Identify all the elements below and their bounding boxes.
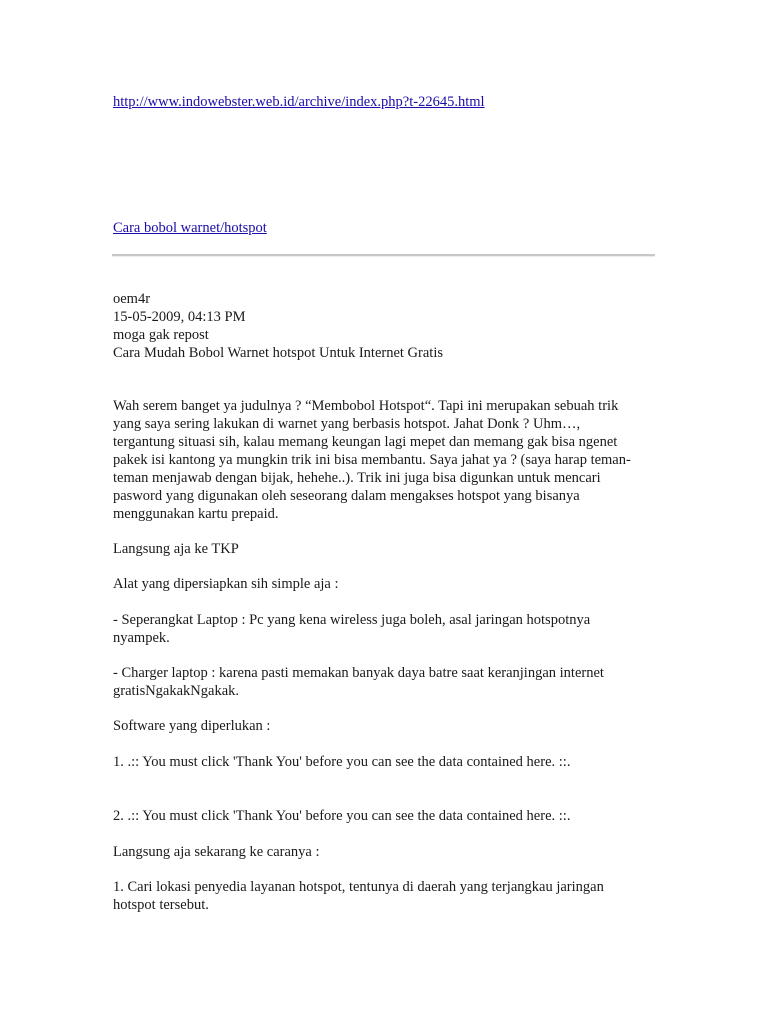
post-subject: Cara Mudah Bobol Warnet hotspot Untuk Internet Gratis bbox=[113, 345, 443, 361]
software-line: Software yang diperlukan : bbox=[113, 718, 271, 734]
software-item-1 bbox=[113, 753, 658, 771]
intro-line: pakek isi kantong ya mungkin trik ini bisa membantu. Saya jahat ya ? (saya harap teman- bbox=[113, 452, 631, 468]
langsung-tkp-line: Langsung aja ke TKP bbox=[113, 541, 239, 557]
software-heading bbox=[113, 717, 658, 735]
software-item-1-line: 1. .:: You must click 'Thank You' before you can see the data contained here. ::. bbox=[113, 754, 571, 770]
intro-line: tergantung situasi sih, kalau memang keungan lagi mepet dan memang gak bisa ngenet bbox=[113, 434, 618, 450]
item-charger-line: - Charger laptop : karena pasti memakan banyak daya batre saat keranjingan internet bbox=[113, 665, 604, 681]
item-laptop-line: nyampek. bbox=[113, 630, 170, 646]
caranya-heading bbox=[113, 843, 658, 861]
thread-title-link[interactable]: Cara bobol warnet/hotspot bbox=[113, 220, 267, 236]
intro-line: menggunakan kartu prepaid. bbox=[113, 506, 279, 522]
item-charger bbox=[113, 664, 658, 700]
caranya-line: Langsung aja sekarang ke caranya : bbox=[113, 844, 320, 860]
post-datetime: 15-05-2009, 04:13 PM bbox=[113, 309, 246, 325]
step-1 bbox=[113, 878, 658, 914]
step-1-line: 1. Cari lokasi penyedia layanan hotspot, tentunya di daerah yang terjangkau jaringan bbox=[113, 879, 604, 895]
alat-line: Alat yang dipersiapkan sih simple aja : bbox=[113, 576, 339, 592]
horizontal-divider bbox=[112, 254, 655, 257]
step-1-line: hotspot tersebut. bbox=[113, 897, 209, 913]
alat-text bbox=[113, 575, 658, 593]
post-author: oem4r bbox=[113, 291, 151, 307]
software-item-2-line: 2. .:: You must click 'Thank You' before you can see the data contained here. ::. bbox=[113, 808, 571, 824]
intro-paragraph bbox=[113, 397, 658, 523]
software-item-2 bbox=[113, 807, 658, 825]
intro-line: teman menjawab dengan bijak, hehehe..). Trik ini juga bisa digunkan untuk mencari bbox=[113, 470, 601, 486]
post-note: moga gak repost bbox=[113, 327, 209, 343]
item-laptop bbox=[113, 611, 658, 647]
intro-line: pasword yang digunakan oleh seseorang dalam mengakses hotspot yang bisanya bbox=[113, 488, 580, 504]
item-charger-line: gratisNgakakNgakak. bbox=[113, 683, 240, 699]
intro-line: yang saya sering lakukan di warnet yang berbasis hotspot. Jahat Donk ? Uhm…, bbox=[113, 416, 581, 432]
langsung-tkp-text bbox=[113, 540, 658, 558]
post-header bbox=[113, 290, 658, 362]
item-laptop-line: - Seperangkat Laptop : Pc yang kena wireless juga boleh, asal jaringan hotspotnya bbox=[113, 612, 591, 628]
intro-line: Wah serem banget ya judulnya ? “Membobol Hotspot“. Tapi ini merupakan sebuah trik bbox=[113, 398, 619, 414]
source-url-link[interactable]: http://www.indowebster.web.id/archive/index.php?t-22645.html bbox=[113, 94, 485, 110]
